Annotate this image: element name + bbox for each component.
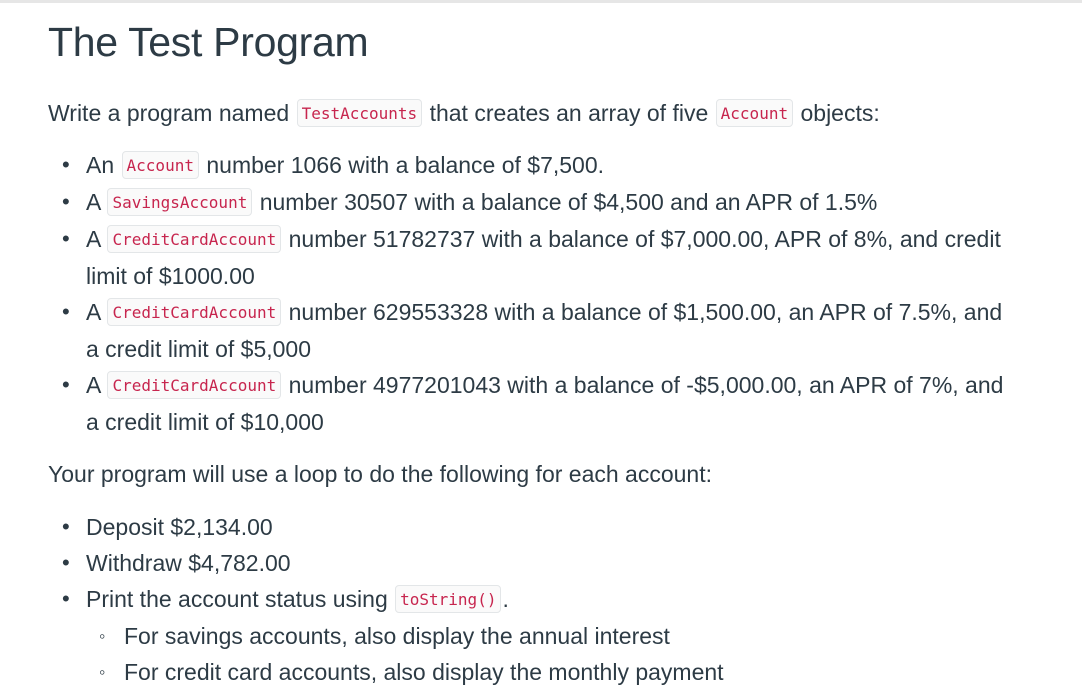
bullet-icon: • [62, 372, 70, 397]
list-item [48, 367, 1006, 440]
code-testaccounts: TestAccounts [297, 99, 423, 127]
step-text: Print the account status using [86, 586, 388, 612]
account-description: number 30507 with a balance of $4,500 and an APR of 1.5% [259, 189, 878, 215]
account-description: number 4977201043 with a balance of -$5,000.00, an APR of 7%, and a credit limit of $10,000 [86, 372, 1004, 435]
hollow-bullet-icon: ◦ [99, 662, 106, 682]
step-text: Deposit $2,134.00 [86, 514, 273, 540]
step-period: . [502, 586, 509, 612]
bullet-icon: • [62, 299, 70, 324]
intro-text-2: that creates an array of five [429, 100, 709, 126]
intro-text-3: objects: [800, 100, 880, 126]
hollow-bullet-icon: ◦ [99, 626, 106, 646]
bullet-icon: • [62, 514, 70, 539]
bullet-icon: • [62, 189, 70, 214]
substep-text: For savings accounts, also display the annual interest [124, 623, 670, 649]
account-class-code: CreditCardAccount [107, 225, 281, 253]
list-item [48, 509, 1058, 545]
page-title: The Test Program [48, 19, 369, 65]
account-article: An [86, 152, 115, 178]
intro-text-1: Write a program named [48, 100, 290, 126]
list-item [48, 545, 1058, 581]
list-item [48, 581, 1058, 690]
list-item [48, 221, 1006, 294]
bullet-icon: • [62, 550, 70, 575]
steps-list [48, 509, 1058, 690]
account-class-code: Account [122, 151, 199, 179]
sub-list-item [86, 654, 1058, 690]
page-content [48, 14, 1058, 690]
account-article: A [86, 226, 101, 252]
account-description: number 629553328 with a balance of $1,500.00, an APR of 7.5%, and a credit limit of $5,000 [86, 299, 1003, 362]
accounts-list [48, 147, 1058, 440]
account-article: A [86, 372, 101, 398]
list-item [48, 147, 1058, 184]
top-divider [0, 0, 1082, 3]
account-description: number 51782737 with a balance of $7,000.00, APR of 8%, and credit limit of $1000.00 [86, 226, 1001, 289]
account-class-code: CreditCardAccount [107, 371, 281, 399]
list-item [48, 294, 1006, 367]
account-class-code: SavingsAccount [107, 188, 252, 216]
code-account: Account [716, 99, 793, 127]
account-description: number 1066 with a balance of $7,500. [206, 152, 605, 178]
list-item [48, 184, 1058, 221]
bullet-icon: • [62, 586, 70, 611]
account-class-code: CreditCardAccount [107, 298, 281, 326]
sub-steps-list [86, 618, 1058, 690]
code-tostring: toString() [395, 585, 501, 613]
bullet-icon: • [62, 226, 70, 251]
substep-text: For credit card accounts, also display the monthly payment [124, 659, 724, 685]
loop-intro-paragraph: Your program will use a loop to do the following for each account: [48, 461, 712, 487]
sub-list-item [86, 618, 1058, 654]
account-article: A [86, 299, 101, 325]
intro-paragraph [48, 95, 1058, 132]
bullet-icon: • [62, 152, 70, 177]
account-article: A [86, 189, 101, 215]
step-text: Withdraw $4,782.00 [86, 550, 291, 576]
